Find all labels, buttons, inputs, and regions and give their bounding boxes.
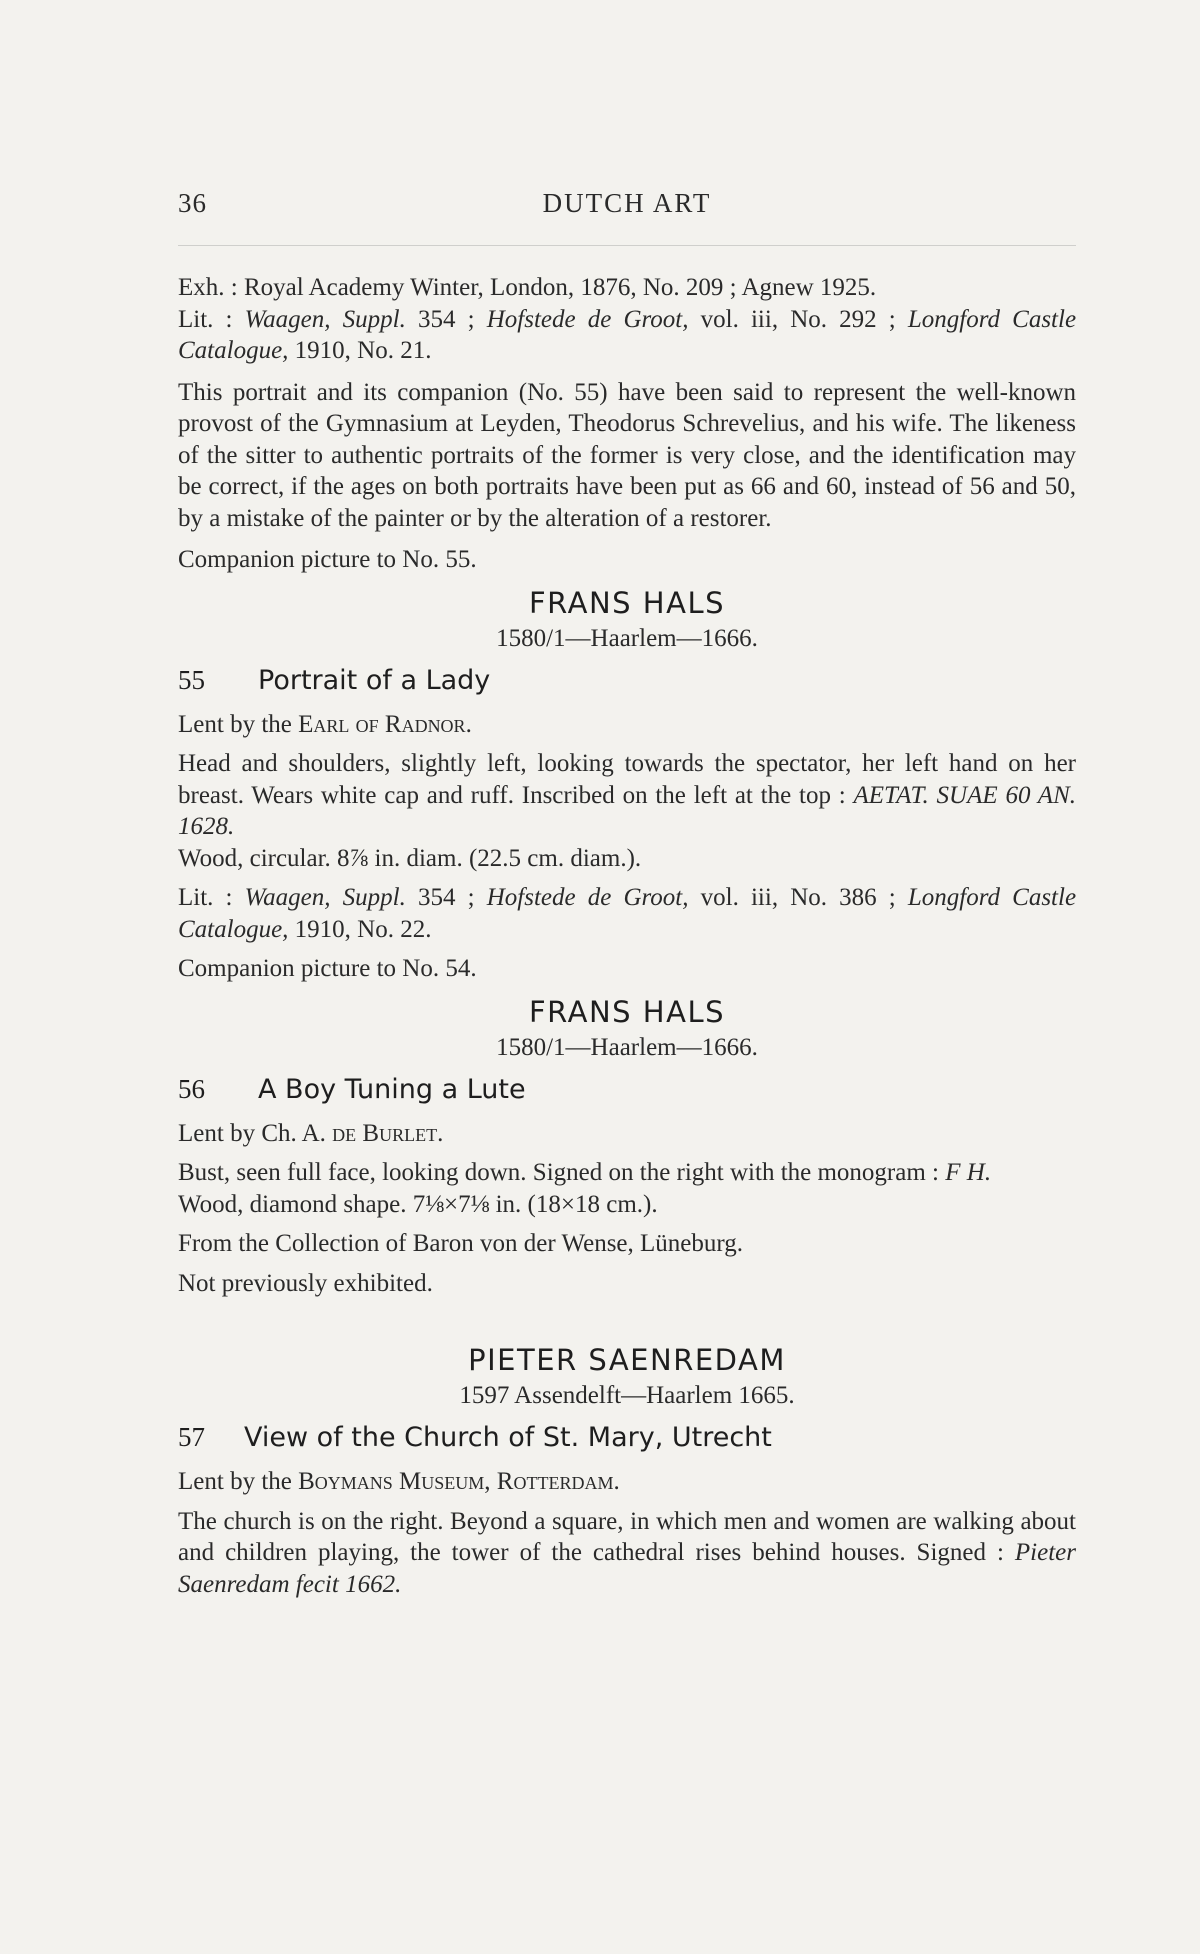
entry-title xyxy=(178,1417,1076,1458)
artist-dates: 1580/1—Haarlem—1666. xyxy=(496,624,758,652)
painting-title: Portrait of a Lady xyxy=(258,664,491,696)
artist-heading: PIETER SAENREDAM xyxy=(468,1343,786,1377)
companion-note: Companion picture to No. 55. xyxy=(178,546,477,573)
description: The church is on the right. Beyond a square, in which men and women are walking about and children playing, the tower of the cathedral rises behind houses. Signed : Pieter Saenredam fecit 1662. xyxy=(178,1507,1076,1598)
lender-line: Lent by Ch. A. de Burlet. xyxy=(178,1119,444,1147)
artist-dates: 1597 Assendelft—Haarlem 1665. xyxy=(459,1382,795,1409)
companion-note: Companion picture to No. 54. xyxy=(178,955,477,982)
catalogue-content xyxy=(178,272,1076,1600)
literature-line: Lit. : Waagen, Suppl. 354 ; Hofstede de Groot, vol. iii, No. 292 ; Longford Castle Catalogue, 1910, No. 21. xyxy=(178,305,1077,364)
entry-number: 56 xyxy=(178,1073,205,1104)
entry-number: 55 xyxy=(178,664,205,695)
provenance-line: From the Collection of Baron von der Wense, Lüneburg. xyxy=(178,1230,744,1257)
exhibition-line: Exh. : Royal Academy Winter, London, 1876, No. 209 ; Agnew 1925. xyxy=(178,274,877,301)
painting-title: A Boy Tuning a Lute xyxy=(258,1073,526,1105)
entry-title xyxy=(178,660,1076,701)
support-dimensions: Wood, diamond shape. 7⅛×7⅛ in. (18×18 cm.). xyxy=(178,1190,658,1218)
entry-title xyxy=(178,1069,1076,1110)
header-rule xyxy=(178,245,1076,246)
lender-line: Lent by the Earl of Radnor. xyxy=(178,710,472,738)
artist-heading: FRANS HALS xyxy=(528,994,726,1029)
monogram: F H. xyxy=(945,1159,992,1186)
note-paragraph: This portrait and its companion (No. 55) have been said to represent the well-known provost of the Gymnasium at Leyden, Theodorus Schrevelius, and his wife. The likeness of the sitter to authentic portraits of the former is very close, and the identification may be correct, if the ages on both portraits have been put as 66 and 60, instead of 56 and 50, by a mistake of the painter or by the alteration of a restorer. xyxy=(178,378,1076,532)
entry-number: 57 xyxy=(178,1422,205,1452)
exhibition-note: Not previously exhibited. xyxy=(178,1269,433,1297)
signature: Pieter Saenredam fecit 1662. xyxy=(178,1539,1076,1598)
painting-title: View of the Church of St. Mary, Utrecht xyxy=(244,1422,772,1453)
literature-line: Lit. : Waagen, Suppl. 354 ; Hofstede de Groot, vol. iii, No. 386 ; Longford Castle Catalogue, 1910, No. 22. xyxy=(178,884,1077,943)
artist-dates: 1580/1—Haarlem—1666. xyxy=(496,1033,758,1061)
description: Head and shoulders, slightly left, looking towards the spectator, her left hand on her breast. Wears white cap and ruff. Inscribed on the left at the top : AETAT. SUAE 60 AN. 1628. xyxy=(178,750,1076,840)
artist-heading: FRANS HALS xyxy=(528,585,726,620)
support-dimensions: Wood, circular. 8⅞ in. diam. (22.5 cm. diam.). xyxy=(178,844,642,872)
inscription: AETAT. SUAE 60 AN. 1628. xyxy=(178,781,1076,840)
running-title: DUTCH ART xyxy=(542,188,712,218)
lender-line: Lent by the Boymans Museum, Rotterdam. xyxy=(178,1468,620,1495)
description: Bust, seen full face, looking down. Signed on the right with the monogram : F H. xyxy=(178,1159,992,1186)
page-number: 36 xyxy=(178,188,207,218)
